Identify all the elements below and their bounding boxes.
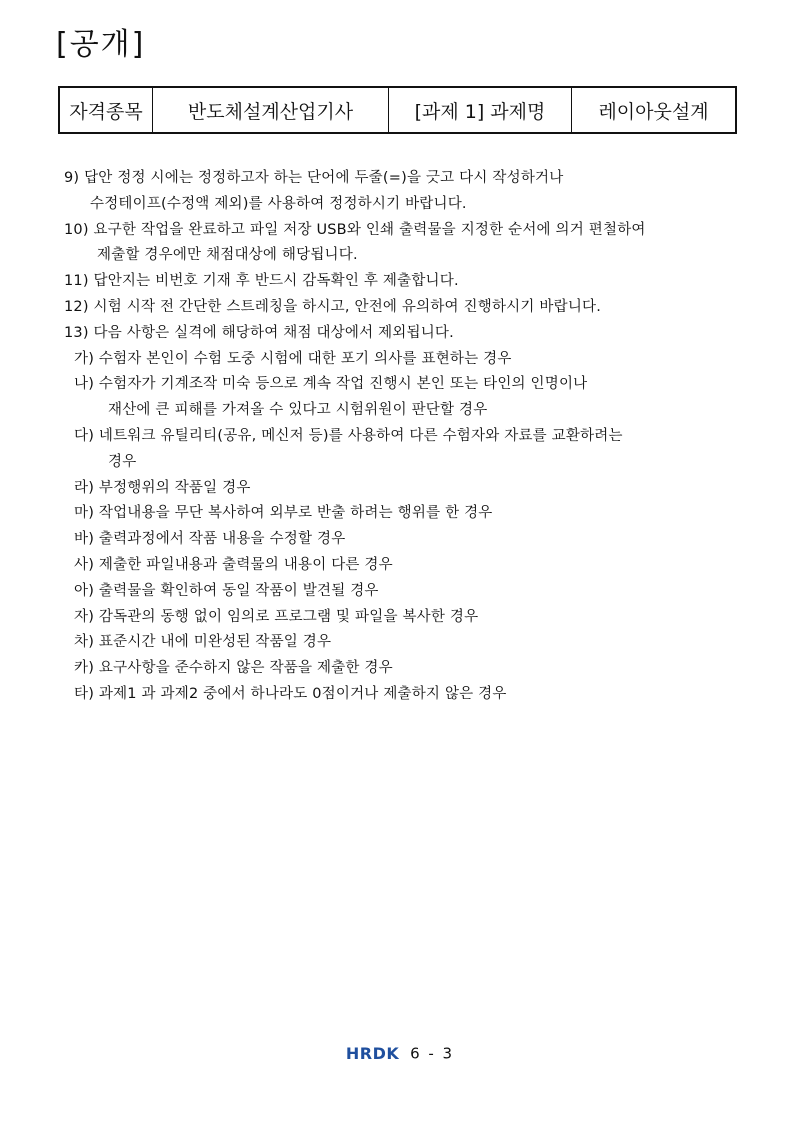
page-footer — [0, 1044, 800, 1063]
note-item-11: 11) 답안지는 비번호 기재 후 반드시 감독확인 후 제출합니다. — [64, 273, 459, 290]
exam-info-table — [58, 86, 737, 134]
disqualification-item: 다) 네트워크 유틸리티(공유, 메신저 등)를 사용하여 다른 수험자와 자료를 교환하려는 — [74, 427, 623, 444]
disqualification-item: 차) 표준시간 내에 미완성된 작품일 경우 — [74, 634, 332, 651]
note-item-13: 13) 다음 사항은 실격에 해당하여 채점 대상에서 제외됩니다. — [64, 324, 454, 341]
disqualification-item-continued: 경우 — [108, 453, 137, 470]
note-item-10-continued: 제출할 경우에만 채점대상에 해당됩니다. — [97, 247, 358, 264]
qualification-value: 반도체설계산업기사 — [153, 87, 389, 133]
note-item-10: 10) 요구한 작업을 완료하고 파일 저장 USB와 인쇄 출력물을 지정한 순서에 의거 편철하여 — [64, 221, 646, 238]
disqualification-item: 라) 부정행위의 작품일 경우 — [74, 479, 251, 496]
note-item-12: 12) 시험 시작 전 간단한 스트레칭을 하시고, 안전에 유의하여 진행하시기 바랍니다. — [64, 298, 602, 315]
disqualification-item: 나) 수험자가 기계조작 미숙 등으로 계속 작업 진행시 본인 또는 타인의 인명이나 — [74, 376, 588, 393]
disqualification-item: 바) 출력과정에서 작품 내용을 수정할 경우 — [74, 531, 346, 548]
disqualification-item: 마) 작업내용을 무단 복사하여 외부로 반출 하려는 행위를 한 경우 — [74, 505, 493, 522]
disqualification-item: 자) 감독관의 동행 없이 임의로 프로그램 및 파일을 복사한 경우 — [74, 608, 479, 625]
hrdk-logo: HRDK — [345, 1044, 400, 1063]
disqualification-item: 카) 요구사항을 준수하지 않은 작품을 제출한 경우 — [74, 660, 393, 677]
disqualification-item: 아) 출력물을 확인하여 동일 작품이 발견될 경우 — [74, 582, 379, 599]
disqualification-item: 가) 수험자 본인이 수험 도중 시험에 대한 포기 의사를 표현하는 경우 — [74, 350, 512, 367]
page-number: 6 - 3 — [410, 1044, 455, 1063]
disqualification-item: 타) 과제1 과 과제2 중에서 하나라도 0점이거나 제출하지 않은 경우 — [74, 685, 507, 702]
page-label: [공개] — [56, 27, 146, 62]
disqualification-item-continued: 재산에 큰 피해를 가져올 수 있다고 시험위원이 판단할 경우 — [108, 402, 488, 419]
disqualification-item: 사) 제출한 파일내용과 출력물의 내용이 다른 경우 — [74, 556, 393, 573]
note-item-9-continued: 수정테이프(수정액 제외)를 사용하여 정정하시기 바랍니다. — [90, 195, 467, 212]
task-value: 레이아웃설계 — [572, 87, 737, 133]
task-label: [과제 1] 과제명 — [389, 87, 572, 133]
notes-section — [64, 166, 754, 708]
qualification-label: 자격종목 — [59, 87, 153, 133]
note-item-9: 9) 답안 정정 시에는 정정하고자 하는 단어에 두줄(=)을 긋고 다시 작성하거나 — [64, 170, 564, 186]
